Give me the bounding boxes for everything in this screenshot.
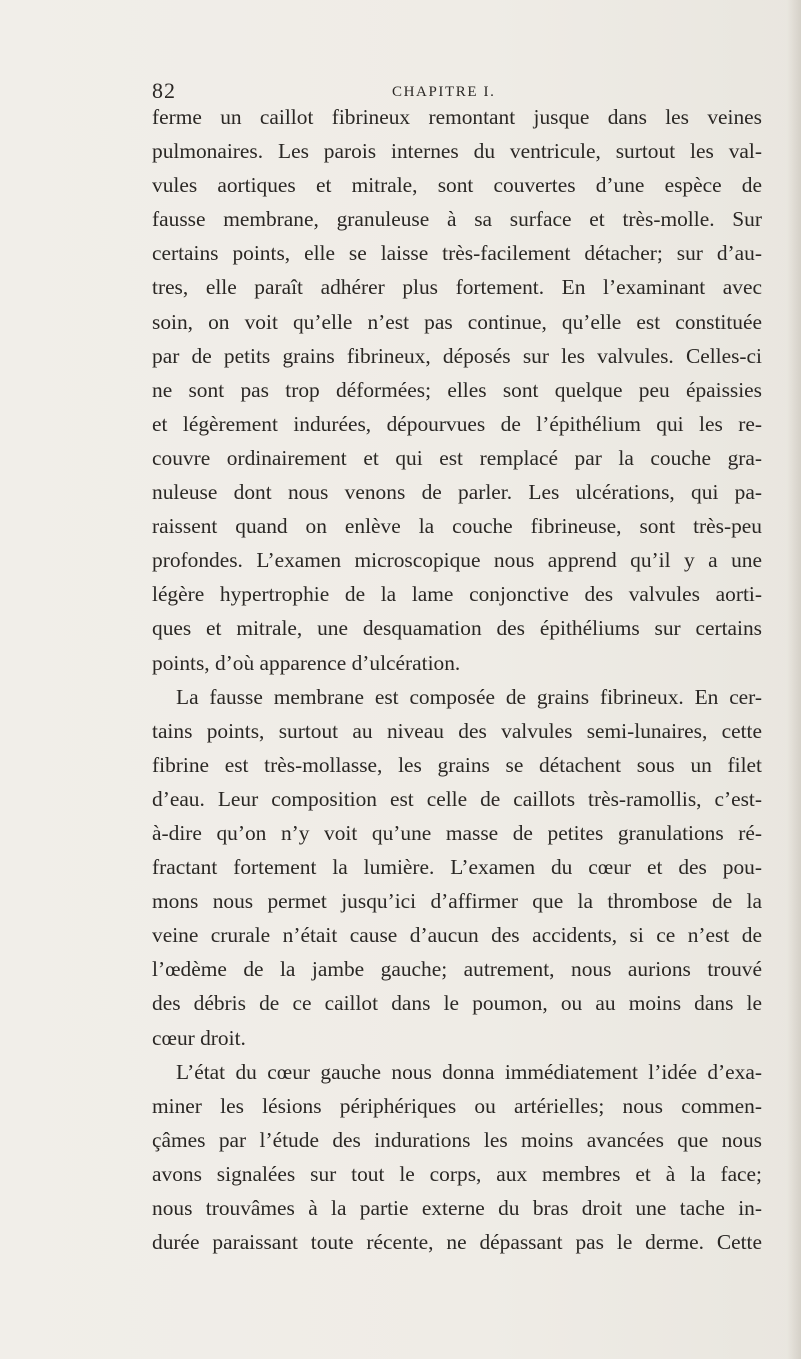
text-line: d’eau. Leur composition est celle de caillots très-ramollis, c’est- xyxy=(152,786,762,811)
text-line: l’œdème de la jambe gauche; autrement, nous aurions trouvé xyxy=(152,957,762,982)
text-line-paragraph-start: La fausse membrane est composée de grains fibrineux. En cer- xyxy=(176,684,762,709)
text-line: fibrine est très-mollasse, les grains se détachent sous un filet xyxy=(152,752,762,777)
page-number: 82 xyxy=(152,78,176,103)
text-line: tres, elle paraît adhérer plus fortement. En l’examinant avec xyxy=(152,275,762,300)
text-line: soin, on voit qu’elle n’est pas continue, qu’elle est constituée xyxy=(152,309,762,334)
text-line: miner les lésions périphériques ou artérielles; nous commen- xyxy=(152,1093,762,1118)
text-line: veine crurale n’était cause d’aucun des accidents, si ce n’est de xyxy=(152,923,762,948)
text-line: ques et mitrale, une desquamation des épithéliums sur certains xyxy=(152,616,762,641)
text-line: ne sont pas trop déformées; elles sont quelque peu épaissies xyxy=(152,377,762,402)
text-line: nuleuse dont nous venons de parler. Les ulcérations, qui pa- xyxy=(152,480,762,505)
text-line: tains points, surtout au niveau des valvules semi-lunaires, cette xyxy=(152,718,762,743)
text-line-paragraph-end: points, d’où apparence d’ulcération. xyxy=(152,650,461,675)
text-line: pulmonaires. Les parois internes du ventricule, surtout les val- xyxy=(152,139,762,164)
text-line-paragraph-end: cœur droit. xyxy=(152,1025,246,1050)
page-edge-shadow xyxy=(787,0,801,1359)
text-line: durée paraissant toute récente, ne dépassant pas le derme. Cette xyxy=(152,1230,762,1255)
text-line: fausse membrane, granuleuse à sa surface et très-molle. Sur xyxy=(152,207,762,232)
text-line: couvre ordinairement et qui est remplacé par la couche gra- xyxy=(152,445,762,470)
text-line-paragraph-start: L’état du cœur gauche nous donna immédiatement l’idée d’exa- xyxy=(176,1059,762,1084)
text-line: à-dire qu’on n’y voit qu’une masse de petites granulations ré- xyxy=(152,820,762,845)
text-line: et légèrement indurées, dépourvues de l’épithélium qui les re- xyxy=(152,411,762,436)
text-line: avons signalées sur tout le corps, aux membres et à la face; xyxy=(152,1161,762,1186)
text-line: des débris de ce caillot dans le poumon, ou au moins dans le xyxy=(152,991,762,1016)
text-line: çâmes par l’étude des indurations les moins avancées que nous xyxy=(152,1127,762,1152)
text-line: mons nous permet jusqu’ici d’affirmer que la thrombose de la xyxy=(152,889,762,914)
text-line: vules aortiques et mitrale, sont couvertes d’une espèce de xyxy=(152,173,762,198)
text-line: certains points, elle se laisse très-facilement détacher; sur d’au- xyxy=(152,241,762,266)
text-line: par de petits grains fibrineux, déposés sur les valvules. Celles-ci xyxy=(152,343,762,368)
text-line: fractant fortement la lumière. L’examen du cœur et des pou- xyxy=(152,855,762,880)
body-text xyxy=(152,100,762,1259)
text-line: légère hypertrophie de la lame conjonctive des valvules aorti- xyxy=(152,582,762,607)
text-line: profondes. L’examen microscopique nous apprend qu’il y a une xyxy=(152,548,762,573)
text-line: nous trouvâmes à la partie externe du bras droit une tache in- xyxy=(152,1196,762,1220)
text-line: raissent quand on enlève la couche fibrineuse, sont très-peu xyxy=(152,514,762,539)
text-line: ferme un caillot fibrineux remontant jusque dans les veines xyxy=(152,105,762,129)
running-title: CHAPITRE I. xyxy=(392,84,496,100)
